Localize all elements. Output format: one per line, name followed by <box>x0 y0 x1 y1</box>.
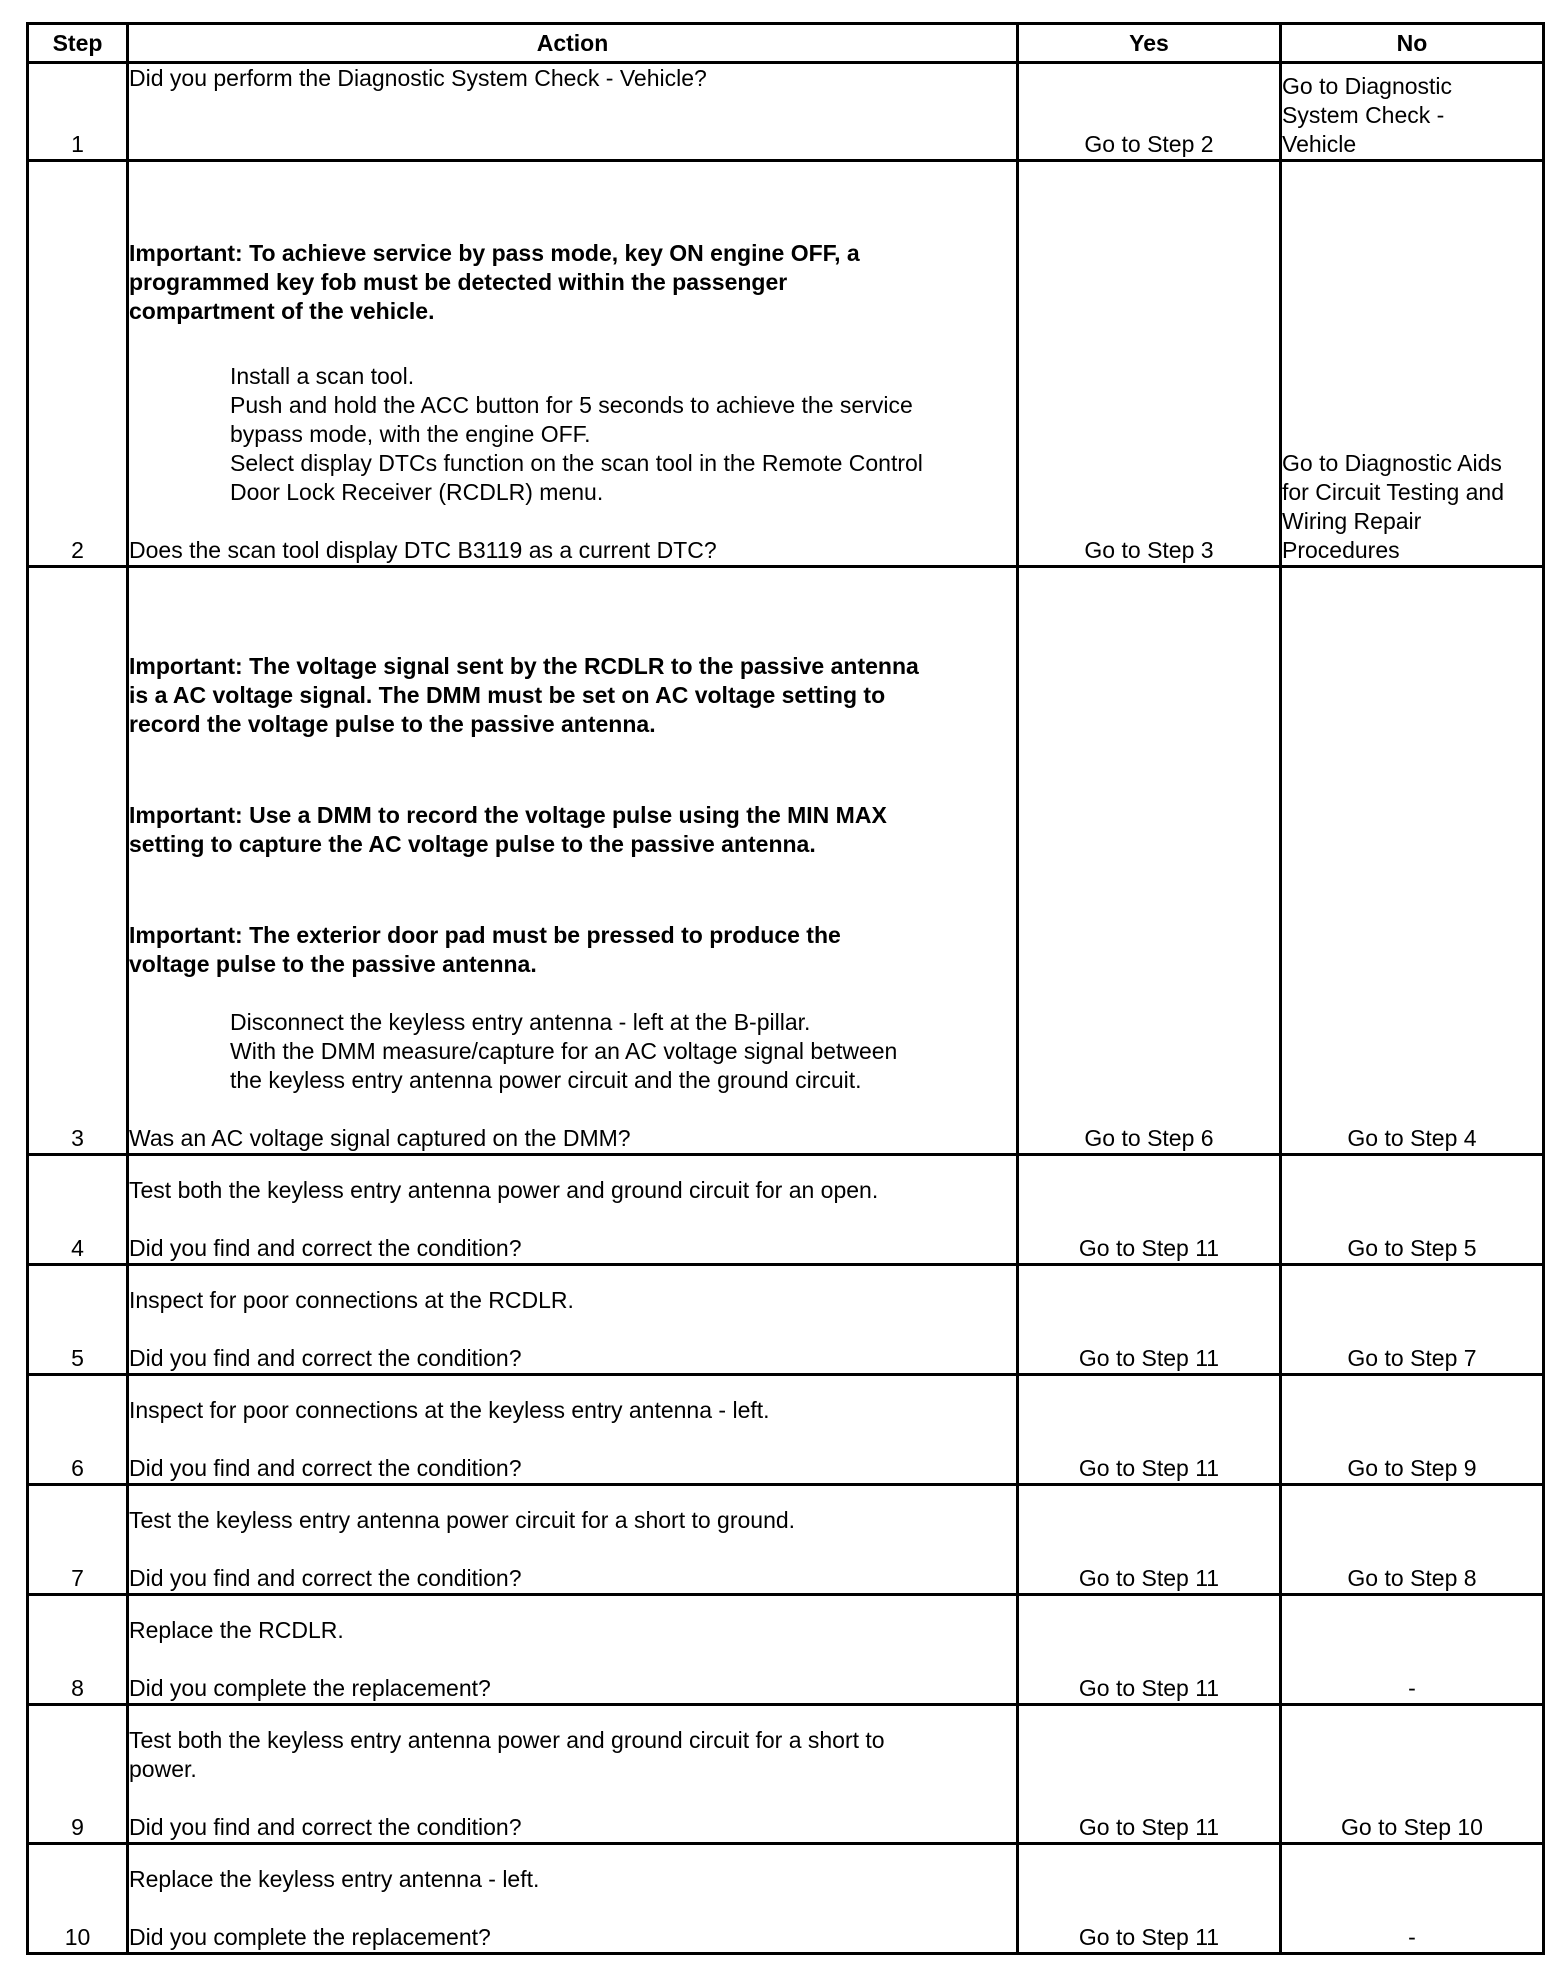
step-number: 1 <box>28 63 128 161</box>
no-cell: Go to Step 10 <box>1281 1705 1544 1844</box>
no-cell <box>1281 161 1544 567</box>
no-cell: Go to Step 5 <box>1281 1155 1544 1265</box>
question-text: Did you complete the replacement? <box>129 1924 491 1950</box>
step-number: 2 <box>28 161 128 567</box>
yes-cell: Go to Step 11 <box>1018 1265 1281 1375</box>
no-cell: Go to Step 4 <box>1281 567 1544 1155</box>
action-cell <box>128 567 1018 1155</box>
question-text: Did you find and correct the condition? <box>129 1814 522 1840</box>
substep-line: Push and hold the ACC button for 5 seconds to achieve the service <box>230 392 913 418</box>
no-cell: - <box>1281 1844 1544 1954</box>
step-number: 8 <box>28 1595 128 1705</box>
table-row <box>28 1485 1544 1595</box>
important-note <box>129 921 1016 979</box>
no-cell: Go to Step 8 <box>1281 1485 1544 1595</box>
yes-cell: Go to Step 11 <box>1018 1844 1281 1954</box>
action-cell <box>128 63 1018 161</box>
table-row <box>28 1595 1544 1705</box>
action-cell <box>128 1595 1018 1705</box>
no-line: Go to Diagnostic <box>1282 73 1453 99</box>
substep-line: Select display DTCs function on the scan tool in the Remote Control <box>230 450 923 476</box>
yes-cell: Go to Step 11 <box>1018 1375 1281 1485</box>
action-cell <box>128 161 1018 567</box>
action-text: Test both the keyless entry antenna power and ground circuit for an open. <box>129 1177 879 1203</box>
substep-line: With the DMM measure/capture for an AC voltage signal between <box>230 1038 898 1064</box>
table-row <box>28 1844 1544 1954</box>
substep-line: the keyless entry antenna power circuit and the ground circuit. <box>230 1067 862 1093</box>
step-number: 7 <box>28 1485 128 1595</box>
header-action: Action <box>128 24 1018 63</box>
table-row <box>28 63 1544 161</box>
important-line: Important: Use a DMM to record the voltage pulse using the MIN MAX <box>129 802 887 828</box>
header-yes: Yes <box>1018 24 1281 63</box>
no-line: Procedures <box>1282 537 1400 563</box>
header-step: Step <box>28 24 128 63</box>
step-number: 9 <box>28 1705 128 1844</box>
yes-cell: Go to Step 3 <box>1018 161 1281 567</box>
action-text: Inspect for poor connections at the RCDLR. <box>129 1287 574 1313</box>
no-line: Wiring Repair <box>1282 508 1422 534</box>
substep-line: Door Lock Receiver (RCDLR) menu. <box>230 479 604 505</box>
yes-cell: Go to Step 2 <box>1018 63 1281 161</box>
important-line: Important: To achieve service by pass mode, key ON engine OFF, a <box>129 240 860 266</box>
substep-line: bypass mode, with the engine OFF. <box>230 421 591 447</box>
no-cell: Go to Step 9 <box>1281 1375 1544 1485</box>
yes-cell: Go to Step 11 <box>1018 1155 1281 1265</box>
action-text: Test both the keyless entry antenna power and ground circuit for a short to <box>129 1727 885 1753</box>
table-row <box>28 1705 1544 1844</box>
action-text: Replace the RCDLR. <box>129 1617 344 1643</box>
question-text: Did you find and correct the condition? <box>129 1345 522 1371</box>
substep-line: Install a scan tool. <box>230 363 415 389</box>
question-text: Does the scan tool display DTC B3119 as a current DTC? <box>129 537 717 563</box>
important-line: programmed key fob must be detected within the passenger <box>129 269 788 295</box>
important-line: compartment of the vehicle. <box>129 298 435 324</box>
action-cell <box>128 1265 1018 1375</box>
substeps <box>129 362 1016 507</box>
substep-line: Disconnect the keyless entry antenna - left at the B-pillar. <box>230 1009 811 1035</box>
no-line: Vehicle <box>1282 131 1357 157</box>
action-text: Did you perform the Diagnostic System Check - Vehicle? <box>129 65 707 91</box>
question-text: Did you find and correct the condition? <box>129 1455 522 1481</box>
question-text: Did you find and correct the condition? <box>129 1565 522 1591</box>
table-row <box>28 161 1544 567</box>
step-number: 3 <box>28 567 128 1155</box>
important-line: Important: The voltage signal sent by the RCDLR to the passive antenna <box>129 653 919 679</box>
important-line: record the voltage pulse to the passive antenna. <box>129 711 656 737</box>
question-text: Did you find and correct the condition? <box>129 1235 522 1261</box>
header-no: No <box>1281 24 1544 63</box>
action-cell <box>128 1485 1018 1595</box>
action-text: Inspect for poor connections at the keyless entry antenna - left. <box>129 1397 770 1423</box>
yes-cell: Go to Step 11 <box>1018 1595 1281 1705</box>
no-line: Go to Diagnostic Aids <box>1282 450 1502 476</box>
step-number: 6 <box>28 1375 128 1485</box>
action-cell <box>128 1375 1018 1485</box>
table-row <box>28 567 1544 1155</box>
yes-cell: Go to Step 11 <box>1018 1705 1281 1844</box>
question-text: Was an AC voltage signal captured on the DMM? <box>129 1125 631 1151</box>
yes-cell: Go to Step 11 <box>1018 1485 1281 1595</box>
important-line: setting to capture the AC voltage pulse to the passive antenna. <box>129 831 816 857</box>
important-line: voltage pulse to the passive antenna. <box>129 951 537 977</box>
yes-cell: Go to Step 6 <box>1018 567 1281 1155</box>
action-text: power. <box>129 1756 197 1782</box>
diagnostic-table <box>26 22 1545 1955</box>
no-cell <box>1281 63 1544 161</box>
substeps <box>129 1008 1016 1095</box>
action-cell <box>128 1844 1018 1954</box>
step-number: 10 <box>28 1844 128 1954</box>
important-line: is a AC voltage signal. The DMM must be set on AC voltage setting to <box>129 682 886 708</box>
no-cell: - <box>1281 1595 1544 1705</box>
step-number: 4 <box>28 1155 128 1265</box>
no-line: System Check - <box>1282 102 1445 128</box>
no-line: for Circuit Testing and <box>1282 479 1505 505</box>
table-row <box>28 1375 1544 1485</box>
action-cell <box>128 1705 1018 1844</box>
step-number: 5 <box>28 1265 128 1375</box>
no-cell: Go to Step 7 <box>1281 1265 1544 1375</box>
question-text: Did you complete the replacement? <box>129 1675 491 1701</box>
table-row <box>28 1155 1544 1265</box>
important-note <box>129 801 1016 859</box>
action-text: Replace the keyless entry antenna - left. <box>129 1866 540 1892</box>
important-note <box>129 652 1016 739</box>
action-cell <box>128 1155 1018 1265</box>
table-row <box>28 1265 1544 1375</box>
important-line: Important: The exterior door pad must be pressed to produce the <box>129 922 841 948</box>
important-note <box>129 239 1016 326</box>
header-row <box>28 24 1544 63</box>
action-text: Test the keyless entry antenna power circuit for a short to ground. <box>129 1507 796 1533</box>
